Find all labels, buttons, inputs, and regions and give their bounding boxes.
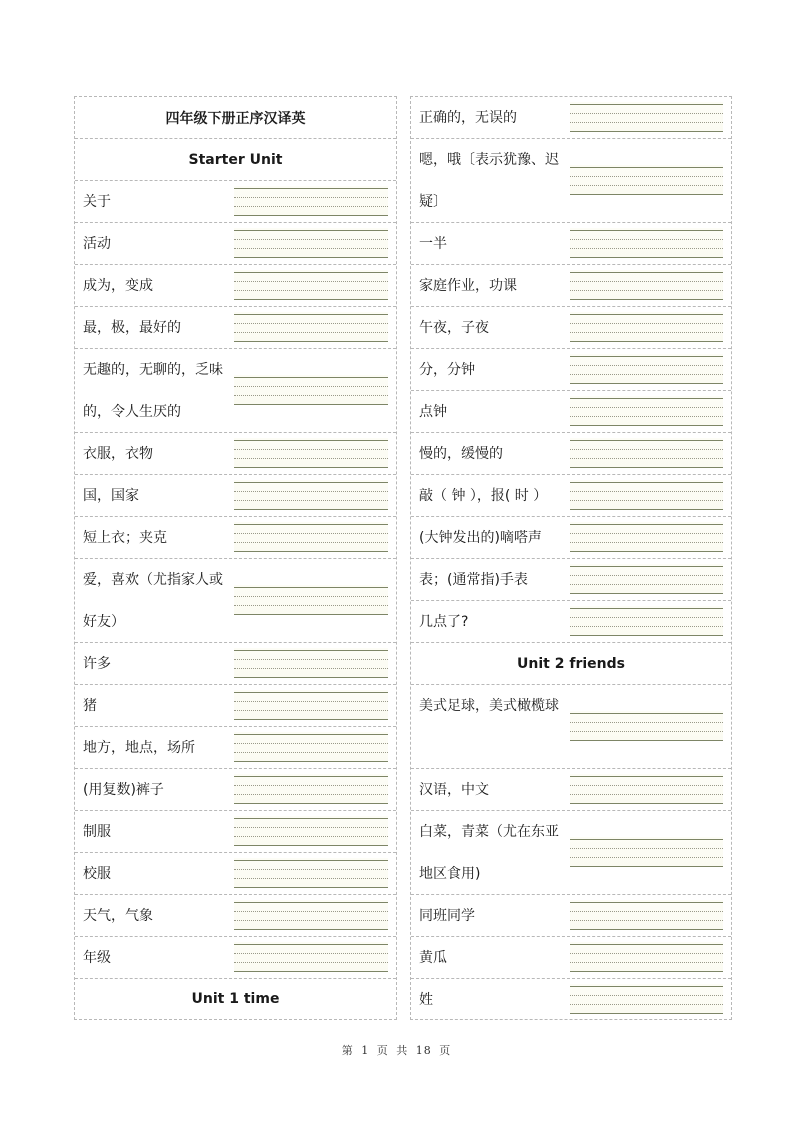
vocab-chinese: 分，分钟 <box>419 362 475 378</box>
answer-writing-lines[interactable] <box>570 942 723 972</box>
vocab-row <box>411 937 731 979</box>
vocab-row <box>411 979 731 1019</box>
vocab-chinese: 国，国家 <box>83 488 139 504</box>
answer-writing-lines[interactable] <box>570 837 723 867</box>
vocab-chinese: 无趣的，无聊的，乏味的，令人生厌的 <box>83 362 223 420</box>
answer-writing-lines[interactable] <box>570 102 723 132</box>
vocab-row <box>75 559 396 643</box>
answer-writing-lines[interactable] <box>570 522 723 552</box>
vocab-chinese: (大钟发出的)嘀嗒声 <box>419 530 542 546</box>
vocab-chinese: 许多 <box>83 656 111 672</box>
answer-writing-lines[interactable] <box>234 270 388 300</box>
vocab-row <box>411 223 731 265</box>
vocab-row <box>75 265 396 307</box>
vocab-chinese: 午夜，子夜 <box>419 320 489 336</box>
answer-writing-lines[interactable] <box>234 585 388 615</box>
vocab-chinese: 家庭作业，功课 <box>419 278 517 294</box>
answer-writing-lines[interactable] <box>570 396 723 426</box>
answer-writing-lines[interactable] <box>234 312 388 342</box>
right-vocab-table <box>410 96 732 1020</box>
answer-writing-lines[interactable] <box>570 606 723 636</box>
vocab-chinese: 点钟 <box>419 404 447 420</box>
vocab-row <box>75 433 396 475</box>
vocab-chinese: 衣服，衣物 <box>83 446 153 462</box>
vocab-row <box>411 433 731 475</box>
vocab-chinese: 一半 <box>419 236 447 252</box>
vocab-row <box>75 895 396 937</box>
vocab-row <box>411 517 731 559</box>
answer-writing-lines[interactable] <box>234 480 388 510</box>
vocab-chinese: 黄瓜 <box>419 950 447 966</box>
answer-writing-lines[interactable] <box>234 522 388 552</box>
vocab-chinese: 汉语，中文 <box>419 782 489 798</box>
vocab-chinese: 短上衣；夹克 <box>83 530 167 546</box>
section-header-starter-unit: Starter Unit <box>75 139 396 181</box>
vocab-chinese: 正确的，无误的 <box>419 110 517 126</box>
vocab-chinese: 表；(通常指)手表 <box>419 572 528 588</box>
section-header-unit-2: Unit 2 friends <box>411 643 731 685</box>
answer-writing-lines[interactable] <box>570 564 723 594</box>
section-header-unit-1: Unit 1 time <box>191 991 280 1007</box>
vocab-row <box>411 139 731 223</box>
vocab-row <box>411 685 731 769</box>
vocab-row <box>411 811 731 895</box>
vocab-row <box>75 727 396 769</box>
vocab-chinese: 制服 <box>83 824 111 840</box>
vocab-row <box>411 349 731 391</box>
vocab-row <box>75 307 396 349</box>
vocab-chinese: 嗯，哦〔表示犹豫、迟疑〕 <box>419 152 559 210</box>
vocab-chinese: 白菜，青菜（尤在东亚地区食用) <box>419 824 559 882</box>
vocab-chinese: 天气，气象 <box>83 908 153 924</box>
answer-writing-lines[interactable] <box>234 816 388 846</box>
vocab-row <box>411 97 731 139</box>
answer-writing-lines[interactable] <box>570 900 723 930</box>
answer-writing-lines[interactable] <box>570 270 723 300</box>
vocab-chinese: 最，极，最好的 <box>83 320 181 336</box>
answer-writing-lines[interactable] <box>234 375 388 405</box>
vocab-chinese: 敲（ 钟 ），报( 时 ） <box>419 488 548 504</box>
vocab-row <box>75 181 396 223</box>
vocab-row <box>75 643 396 685</box>
vocab-chinese: 爱，喜欢（尤指家人或好友） <box>83 572 223 630</box>
vocab-row <box>75 349 396 433</box>
vocab-row <box>411 559 731 601</box>
vocab-chinese: 成为，变成 <box>83 278 153 294</box>
vocab-row <box>75 685 396 727</box>
answer-writing-lines[interactable] <box>234 732 388 762</box>
answer-writing-lines[interactable] <box>570 984 723 1014</box>
answer-writing-lines[interactable] <box>234 900 388 930</box>
vocab-row <box>411 475 731 517</box>
answer-writing-lines[interactable] <box>234 690 388 720</box>
vocab-chinese: 活动 <box>83 236 111 252</box>
vocab-row <box>75 517 396 559</box>
answer-writing-lines[interactable] <box>570 165 723 195</box>
vocab-row <box>75 811 396 853</box>
answer-writing-lines[interactable] <box>570 711 723 741</box>
vocab-row <box>75 937 396 979</box>
vocab-chinese: 慢的，缓慢的 <box>419 446 503 462</box>
vocab-row <box>411 601 731 643</box>
answer-writing-lines[interactable] <box>234 858 388 888</box>
vocab-row <box>75 769 396 811</box>
vocab-chinese: 几点了? <box>419 614 469 630</box>
answer-writing-lines[interactable] <box>570 774 723 804</box>
answer-writing-lines[interactable] <box>570 480 723 510</box>
answer-writing-lines[interactable] <box>234 648 388 678</box>
vocab-chinese: 美式足球，美式橄榄球 <box>419 698 559 714</box>
answer-writing-lines[interactable] <box>570 228 723 258</box>
worksheet-title: 四年级下册正序汉译英 <box>75 97 396 139</box>
answer-writing-lines[interactable] <box>234 438 388 468</box>
vocab-chinese: (用复数)裤子 <box>83 782 164 798</box>
vocab-chinese: 年级 <box>83 950 111 966</box>
vocab-row <box>75 223 396 265</box>
answer-writing-lines[interactable] <box>234 186 388 216</box>
vocab-row <box>411 391 731 433</box>
vocab-chinese: 校服 <box>83 866 111 882</box>
vocab-row <box>75 853 396 895</box>
vocab-row <box>75 475 396 517</box>
page-number: 第 1 页 共 18 页 <box>341 1044 452 1057</box>
vocab-row <box>411 769 731 811</box>
left-vocab-table <box>74 96 397 1020</box>
answer-writing-lines[interactable] <box>234 774 388 804</box>
vocab-chinese: 姓 <box>419 992 433 1008</box>
vocab-chinese: 关于 <box>83 194 111 210</box>
answer-writing-lines[interactable] <box>570 312 723 342</box>
vocab-chinese: 地方，地点，场所 <box>83 740 195 756</box>
vocab-row <box>411 307 731 349</box>
answer-writing-lines[interactable] <box>234 228 388 258</box>
vocab-row <box>411 265 731 307</box>
answer-writing-lines[interactable] <box>570 354 723 384</box>
vocab-chinese: 同班同学 <box>419 908 475 924</box>
vocab-chinese: 猪 <box>83 698 97 714</box>
answer-writing-lines[interactable] <box>234 942 388 972</box>
vocab-row <box>411 895 731 937</box>
answer-writing-lines[interactable] <box>570 438 723 468</box>
